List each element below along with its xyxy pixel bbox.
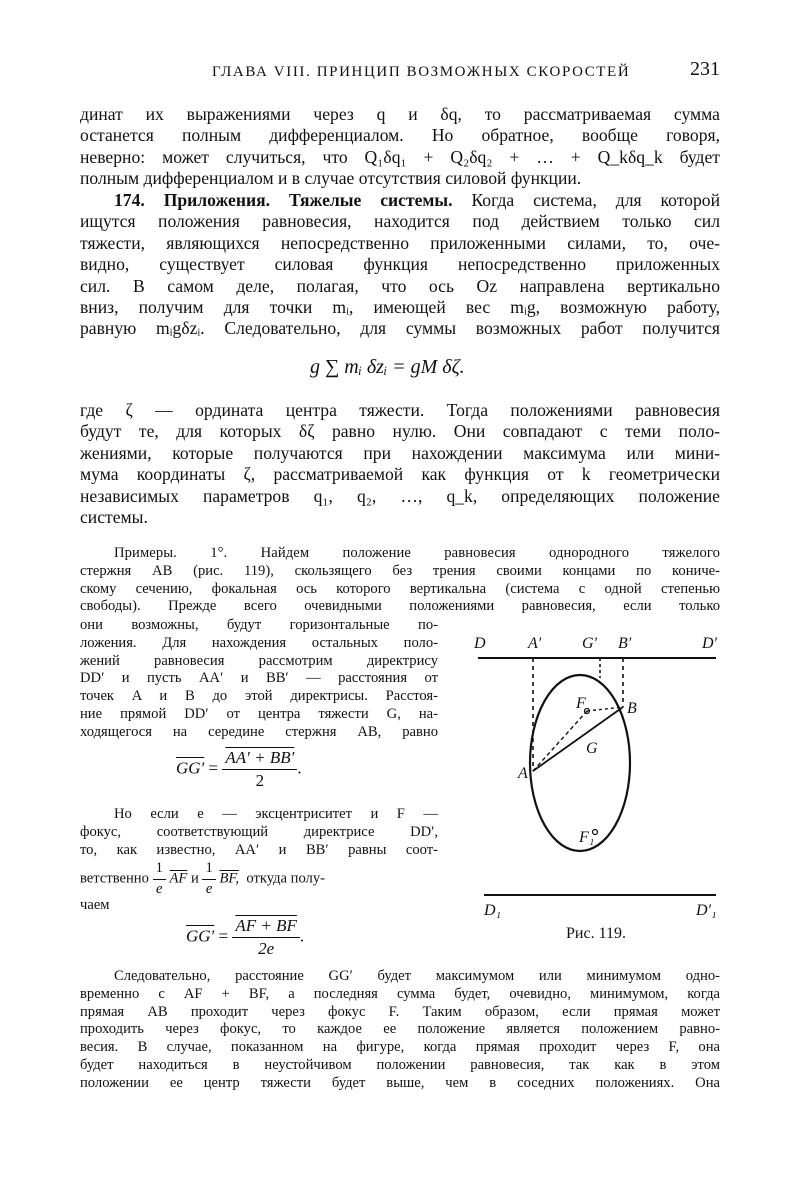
text-line: останется полным дифференциалом. Но обратное, вообще говоря, xyxy=(80,125,720,146)
section-first-line xyxy=(80,190,720,211)
text-line: жениями, которые получаются при нахождении максимума или мини- xyxy=(80,442,720,463)
formula-fraction xyxy=(222,748,297,791)
label-a-prime: A′ xyxy=(528,635,542,652)
text-line: положении ее центр тяжести будет выше, чем в соседних положениях. Она xyxy=(80,1074,720,1091)
fraction-denominator: e xyxy=(205,880,213,897)
text-line: стержня AB (рис. 119), скользящего без трения своими концами по кониче- xyxy=(80,562,720,579)
text-line: фокус, соответствующий директрисе DD′, xyxy=(80,823,438,840)
text-line: чаем xyxy=(80,897,110,913)
text-line: ние прямой DD′ от центра тяжести G, на- xyxy=(80,705,438,722)
formula-denominator: 2e xyxy=(258,939,275,958)
rod-ab xyxy=(533,707,623,771)
text-line: свободы). Прежде всего очевидными положениями равновесия, если только xyxy=(80,598,720,615)
text-line: DD′ и пусть AA′ и BB′ — расстояния от xyxy=(80,670,438,687)
text-line: равную mᵢgδzᵢ. Следовательно, для суммы возможных работ получится xyxy=(80,318,720,339)
text-line: временно с AF + BF, а последняя сумма будет, очевидно, минимумом, когда xyxy=(80,985,720,1002)
text-line: Но если e — эксцентриситет и F — xyxy=(114,806,438,822)
text-line: прямая AB проходит через фокус F. Таким образом, если прямая может xyxy=(80,1003,720,1020)
text-line: будут те, для которых δζ равно нулю. Они совпадают с теми поло- xyxy=(80,421,720,442)
text-line: полным дифференциалом и в случае отсутствия силовой функции. xyxy=(80,168,582,189)
text-line: неверно: может случиться, что Q₁δq₁ + Q₂δq₂ + … + Q_kδq_k будет xyxy=(80,146,720,167)
formula-gg-prime-1: GG′ = $\frac{AA' + BB'}{2}$ . xyxy=(176,748,302,790)
text-line: точек A и B до этой директрисы. Расстоя- xyxy=(80,688,438,705)
text-line: вниз, получим для точки mᵢ, имеющей вес mᵢg, возможную работу, xyxy=(80,297,720,318)
text-line: видно, существует силовая функция непосредственно приложенных xyxy=(80,254,720,275)
text-fragment: и xyxy=(191,870,199,887)
text-line: они возможны, будут горизонтальные по- xyxy=(80,617,438,633)
figure-119-diagram xyxy=(470,620,730,920)
section-heading: 174. Приложения. Тяжелые системы. xyxy=(114,190,453,210)
formula-sum-work: g ∑ mᵢ δzᵢ = gM δζ. xyxy=(310,356,465,378)
text-line: где ζ — ордината центра тяжести. Тогда положениями равновесия xyxy=(80,400,720,420)
text-line: Примеры. 1°. Найдем положение равновесия однородного тяжелого xyxy=(114,545,720,561)
label-d1: D₁ xyxy=(484,902,502,919)
text-line: независимых параметров q₁, q₂, …, q_k, определяющих положение xyxy=(80,485,720,506)
vector-af: $\overline{AF}$ xyxy=(169,870,188,887)
fraction-line xyxy=(80,860,438,899)
examples-conclusion xyxy=(80,968,720,1093)
formula-denominator: 2 xyxy=(255,771,265,790)
label-d-prime: D′ xyxy=(702,635,718,652)
segment-af xyxy=(533,711,587,771)
text-line: будет находиться в неустойчивом положении равновесия, так как в этом xyxy=(80,1056,720,1073)
label-g: G xyxy=(586,740,598,757)
label-b-prime: B′ xyxy=(618,635,632,652)
page-header xyxy=(80,58,720,88)
text-line: жений равновесия рассмотрим директрису xyxy=(80,652,438,669)
text-line: ищутся положения равновесия, находится под действием только сил xyxy=(80,211,720,232)
text-line: сил. В самом деле, полагая, что ось Oz направлена вертикально xyxy=(80,275,720,296)
inline-fraction xyxy=(202,860,215,899)
inline-fraction xyxy=(153,860,166,899)
text-line: ходящегося на середине стержня AB, равно xyxy=(80,723,438,740)
formula-lhs: GG′ xyxy=(186,926,215,946)
text-line: Следовательно, расстояние GG′ будет максимумом или минимумом одно- xyxy=(114,968,720,984)
section-174-continued xyxy=(80,400,720,528)
text-line: то, как известно, AA′ и BB′ равны соот- xyxy=(80,841,438,858)
label-g-prime: G′ xyxy=(582,635,598,652)
examples-intro xyxy=(80,545,720,616)
fraction-numerator: 1 xyxy=(202,860,215,880)
examples-narrow-column-2 xyxy=(80,806,438,859)
formula-lhs: GG′ xyxy=(176,758,205,778)
label-f1: F₁ xyxy=(579,829,595,846)
label-d1-prime: D′₁ xyxy=(696,902,717,919)
formula-gg-prime-2: GG′ = $\frac{AF + BF}{2e}$ . xyxy=(186,916,305,958)
text-line: весия. В случае, показанном на фигуре, когда прямая проходит через F, она xyxy=(80,1039,720,1056)
text-line: мума координаты ζ, рассматриваемой как функция от k геометрически xyxy=(80,464,720,485)
text-line: системы. xyxy=(80,507,148,528)
running-head: ГЛАВА VIII. ПРИНЦИП ВОЗМОЖНЫХ СКОРОСТЕЙ xyxy=(212,64,631,80)
label-f: F xyxy=(576,695,586,712)
text-line: скому сечению, фокальная ось которого вертикальна (система с одной степенью xyxy=(80,580,720,597)
examples-narrow-column-3 xyxy=(80,897,438,915)
label-a: A xyxy=(518,765,528,782)
text-line: тяжести, являющихся непосредственно приложенными силами, то, оче- xyxy=(80,232,720,253)
examples-narrow-column xyxy=(80,617,438,742)
paragraph-continuation xyxy=(80,104,720,190)
figure-caption: Рис. 119. xyxy=(566,925,626,942)
text-fragment: откуда полу- xyxy=(246,870,325,887)
text-line: проходить через фокус, то каждое ее положение является положением равно- xyxy=(80,1021,720,1038)
formula-numerator: AA′ + BB′ xyxy=(222,748,297,770)
vector-bf: BF, xyxy=(219,870,240,887)
label-d: D xyxy=(474,635,486,652)
text-fragment: ветственно xyxy=(80,870,149,887)
text-line: ложения. Для нахождения остальных поло- xyxy=(80,634,438,651)
formula-numerator: AF + BF xyxy=(232,916,300,938)
label-b: B xyxy=(627,700,637,717)
text-fragment: Когда система, для которой xyxy=(471,190,720,210)
page-number: 231 xyxy=(690,58,720,80)
section-174 xyxy=(80,190,720,340)
fraction-numerator: 1 xyxy=(153,860,166,880)
text-line: динат их выражениями через q и δq, то рассматриваемая сумма xyxy=(80,104,720,124)
formula-fraction xyxy=(232,916,300,959)
fraction-denominator: e xyxy=(155,880,163,897)
